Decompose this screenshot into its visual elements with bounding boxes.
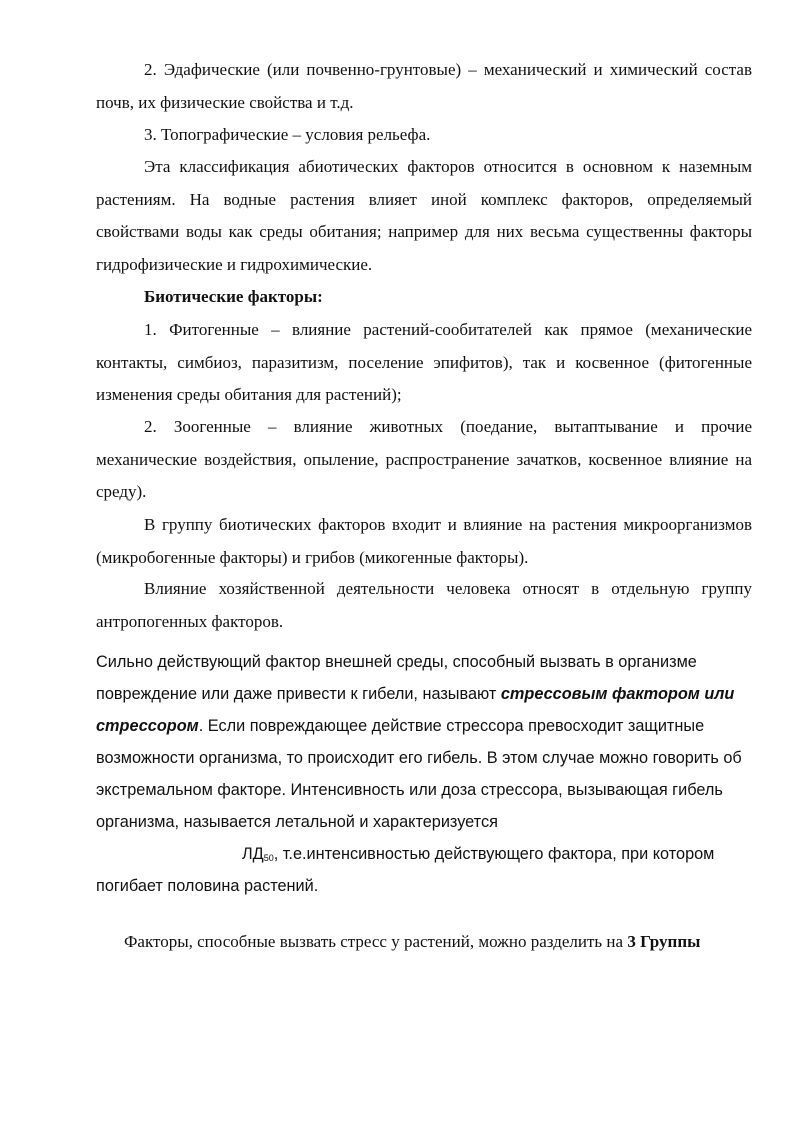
paragraph-microorganisms: В группу биотических факторов входит и влияние на растения микроорганизмов (микробогенные факторы) и грибов (микогенные факторы). <box>96 515 752 567</box>
stressor-text-part2: . Если повреждающее действие стрессора превосходит защитные возможности организма, то происходит его гибель. В этом случае можно говорить об экстремальном факторе. Интенсивность или доза стрессора, вызывающая гибель организма, называется летальной и характеризуется <box>96 717 742 831</box>
stressor-text-part1: Сильно действующий фактор внешней среды, способный вызвать в организме повреждение или даже привести к гибели, называют <box>96 653 697 703</box>
stress-groups-text: Факторы, способные вызвать стресс у растений, можно разделить на <box>124 932 628 951</box>
stress-groups-count: 3 Группы <box>627 932 701 951</box>
paragraph-classification: Эта классификация абиотических факторов относится в основном к наземным растениям. На водные растения влияет иной комплекс факторов, определяемый свойствами воды как среды обитания; например для них весьма существенны факторы гидрофизические и гидрохимические. <box>96 157 752 274</box>
stressor-term: стрессовым фактором или стрессором <box>96 685 735 735</box>
paragraph-edaphic: 2. Эдафические (или почвенно-грунтовые) – механический и химический состав почв, их физические свойства и т.д. <box>96 60 752 112</box>
ld-subscript: 50 <box>263 853 274 863</box>
stressor-text-part3: , т.е.интенсивностью действующего фактора, при котором погибает половина растений. <box>96 845 715 895</box>
paragraph-stress-groups <box>76 926 738 959</box>
biotic-factors-heading: Биотические факторы: <box>144 287 323 306</box>
paragraph-topographic: 3. Топографические – условия рельефа. <box>144 125 431 144</box>
paragraph-zoogenic: 2. Зоогенные – влияние животных (поедание, вытаптывание и прочие механические воздействия, опыление, распространение зачатков, косвенное влияние на среду). <box>96 417 752 501</box>
paragraph-anthropogenic: Влияние хозяйственной деятельности человека относят в отдельную группу антропогенных факторов. <box>96 579 752 631</box>
ld-label: ЛД <box>242 845 264 863</box>
paragraph-stressor <box>96 646 756 902</box>
paragraph-phytogenic: 1. Фитогенные – влияние растений-сообитателей как прямое (механические контакты, симбиоз, паразитизм, поселение эпифитов), так и косвенное (фитогенные изменения среды обитания для растений); <box>96 320 752 404</box>
